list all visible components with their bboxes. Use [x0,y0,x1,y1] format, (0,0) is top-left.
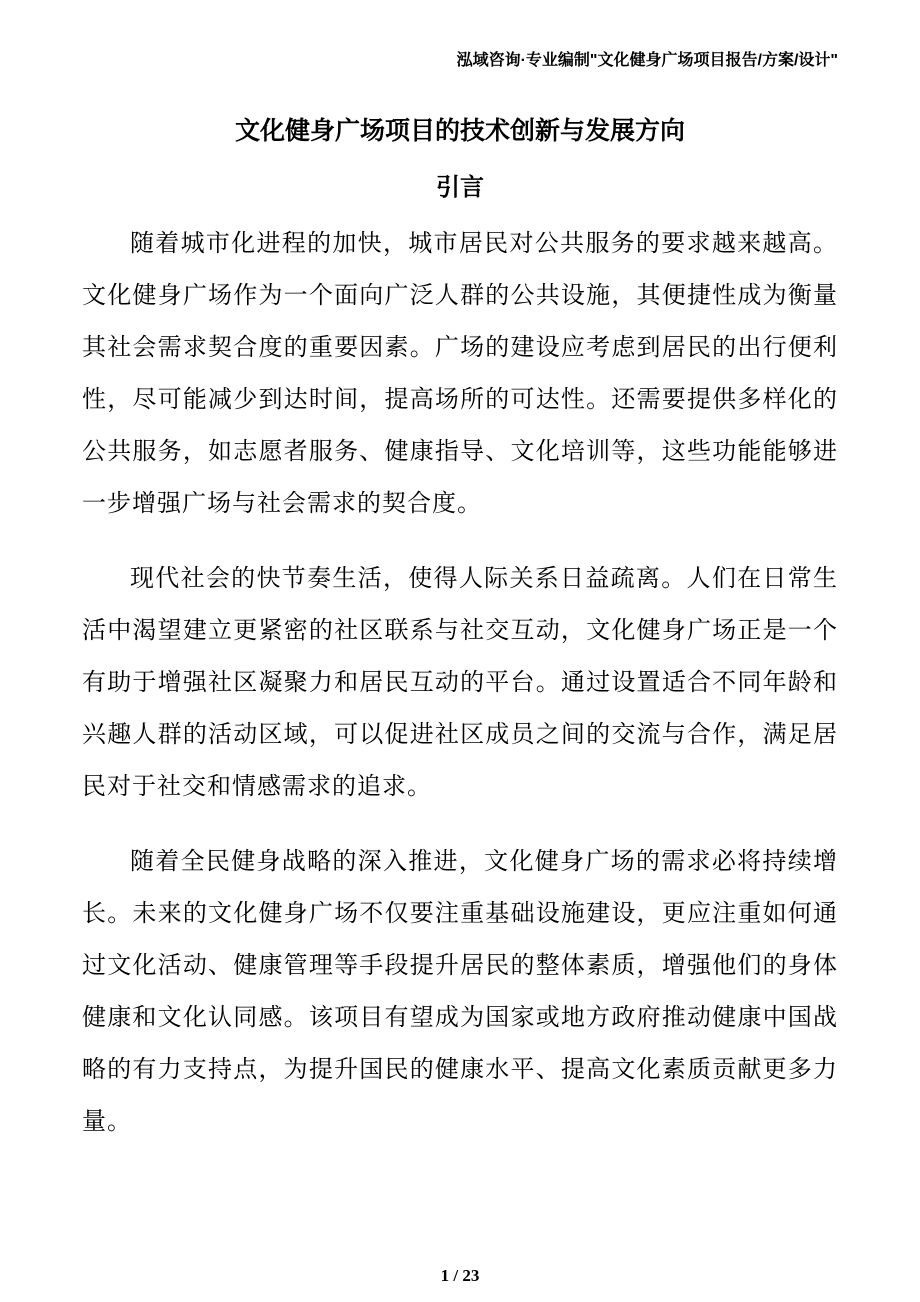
body-paragraph-1: 随着城市化进程的加快，城市居民对公共服务的要求越来越高。文化健身广场作为一个面向广泛人群的公共设施，其便捷性成为衡量其社会需求契合度的重要因素。广场的建设应考虑到居民的出行便利性，尽可能减少到达时间，提高场所的可达性。还需要提供多样化的公共服务，如志愿者服务、健康指导、文化培训等，这些功能能够进一步增强广场与社会需求的契合度。 [82,231,838,517]
document-header: 泓域咨询·专业编制"文化健身广场项目报告/方案/设计" [456,52,838,69]
body-paragraph-2: 现代社会的快节奏生活，使得人际关系日益疏离。人们在日常生活中渴望建立更紧密的社区联系与社交互动，文化健身广场正是一个有助于增强社区凝聚力和居民互动的平台。通过设置适合不同年龄和兴趣人群的活动区域，可以促进社区成员之间的交流与合作，满足居民对于社交和情感需求的追求。 [82,566,838,800]
document-body [82,218,838,1148]
body-paragraph-3: 随着全民健身战略的深入推进，文化健身广场的需求必将持续增长。未来的文化健身广场不仅要注重基础设施建设，更应注重如何通过文化活动、健康管理等手段提升居民的整体素质，增强他们的身体健康和文化认同感。该项目有望成为国家或地方政府推动健康中国战略的有力支持点，为提升国民的健康水平、提高文化素质贡献更多力量。 [82,849,838,1135]
page-number: 1 / 23 [440,1266,480,1285]
document-title: 文化健身广场项目的技术创新与发展方向 [234,117,685,145]
section-heading-introduction: 引言 [436,174,484,201]
